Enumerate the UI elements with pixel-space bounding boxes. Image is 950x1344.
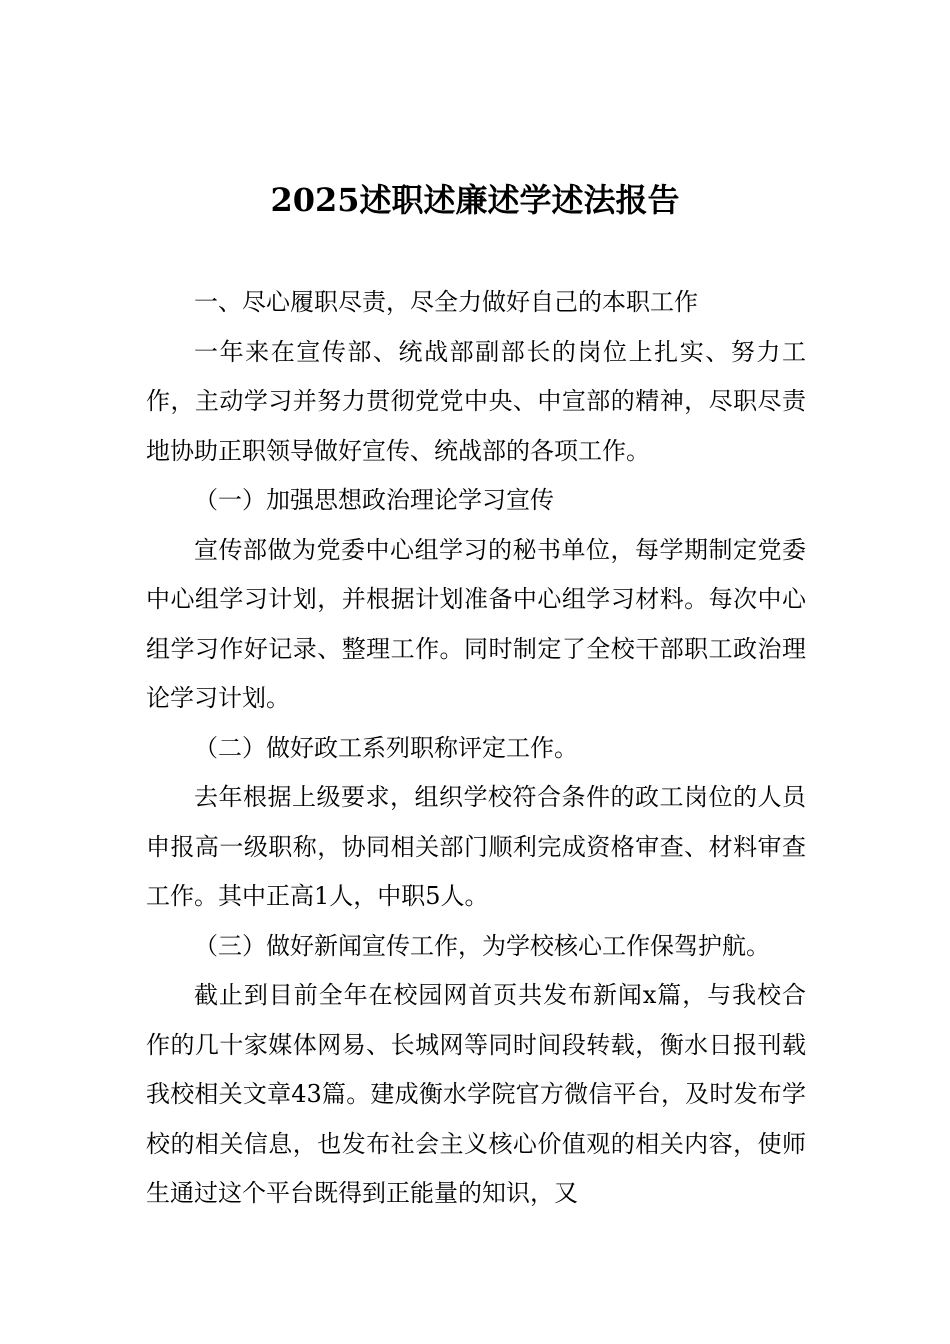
subsection-heading-2: （二）做好政工系列职称评定工作。 — [194, 733, 578, 762]
paragraph-theory-study: 宣传部做为党委中心组学习的秘书单位，每学期制定党委中心组学习计划，并根据计划准备中心组学习材料。每次中心组学习作好记录、整理工作。同时制定了全校干部职工政治理论学习计划。 — [146, 535, 806, 712]
document-title: 2025述职述廉述学述法报告 — [270, 181, 680, 219]
paragraph-news-publicity: 截止到目前全年在校园网首页共发布新闻x篇，与我校合作的几十家媒体网易、长城网等同时间段转载，衡水日报刊载我校相关文章43篇。建成衡水学院官方微信平台，及时发布学校的相关信息，也发布社会主义核心价值观的相关内容，使师生通过这个平台既得到正能量的知识，又 — [146, 981, 806, 1207]
subsection-heading-3: （三）做好新闻宣传工作，为学校核心工作保驾护航。 — [194, 931, 770, 960]
document-body — [146, 278, 806, 1219]
paragraph-intro: 一年来在宣传部、统战部副部长的岗位上扎实、努力工作，主动学习并努力贯彻党党中央、中宣部的精神，尽职尽责地协助正职领导做好宣传、统战部的各项工作。 — [146, 337, 806, 465]
section-heading-1: 一、尽心履职尽责，尽全力做好自己的本职工作 — [194, 288, 698, 316]
subsection-heading-1: （一）加强思想政治理论学习宣传 — [194, 486, 554, 514]
paragraph-title-evaluation: 去年根据上级要求，组织学校符合条件的政工岗位的人员申报高一级职称，协同相关部门顺利完成资格审查、材料审查工作。其中正高1人，中职5人。 — [146, 783, 806, 910]
